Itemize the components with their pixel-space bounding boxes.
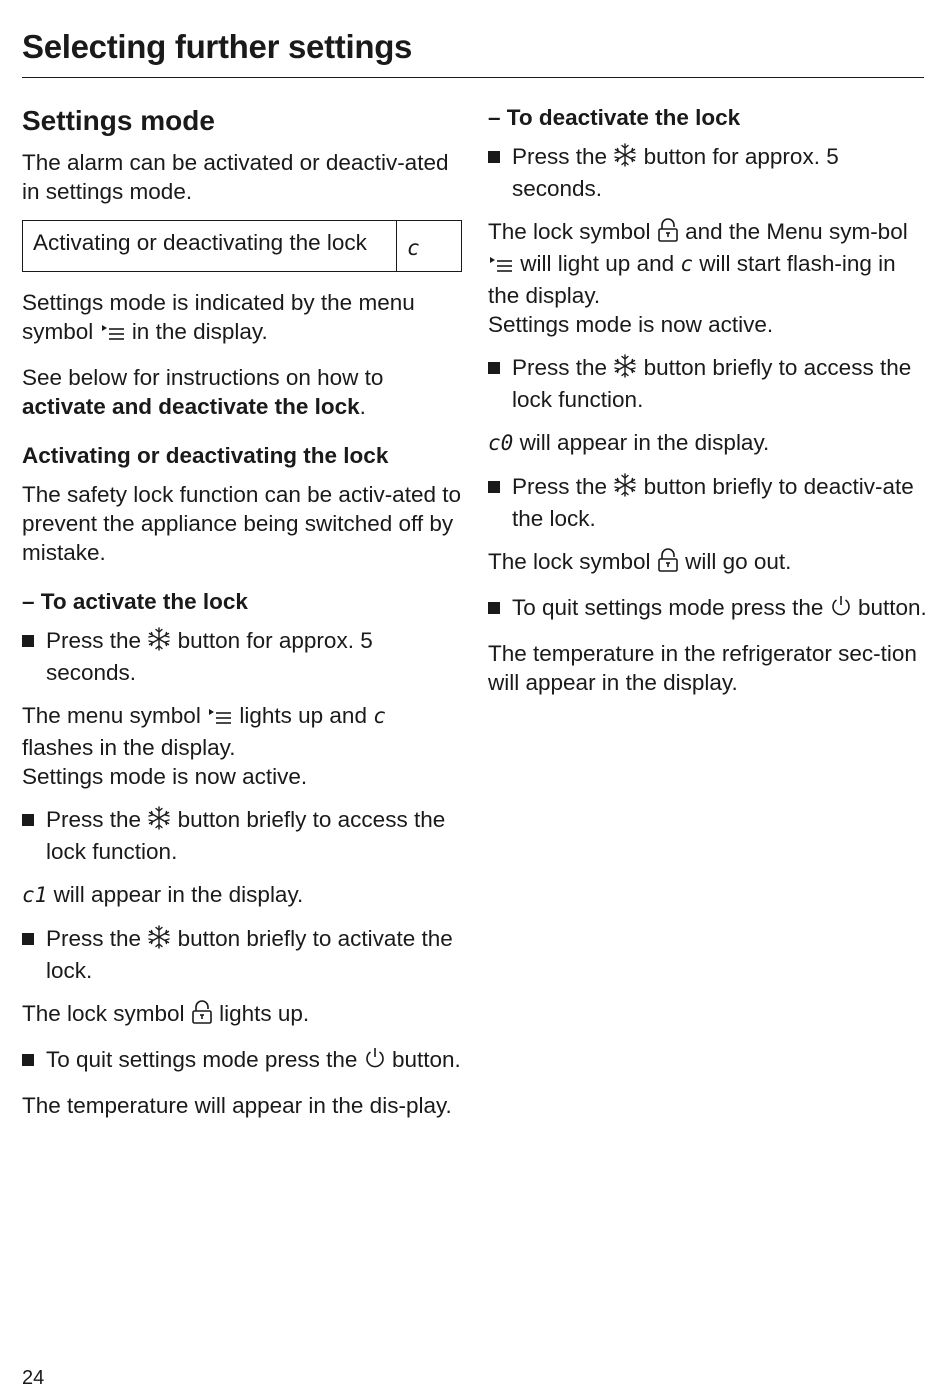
safety-text: The safety lock function can be activ-ated to prevent the appliance being switched off by mistake.	[22, 482, 461, 565]
display-code: c1	[22, 883, 48, 907]
text-span: button briefly to access the lock function.	[512, 355, 912, 412]
deactivate-heading: – To deactivate the lock	[488, 105, 741, 130]
settings-table	[22, 220, 462, 272]
list-item	[488, 472, 928, 533]
power-icon	[830, 594, 852, 625]
activate-heading: – To activate the lock	[22, 589, 248, 614]
text-span: Settings mode is now active.	[22, 764, 308, 789]
lock-lights-text	[22, 999, 462, 1031]
menu-lights-text	[22, 701, 462, 791]
c1-text	[22, 880, 462, 910]
intro-text: The alarm can be activated or deactiv-ated in settings mode.	[22, 150, 449, 204]
right-column	[488, 103, 928, 711]
table-row	[23, 221, 462, 272]
list-item	[22, 1045, 462, 1077]
text-span: Press the	[46, 628, 142, 653]
lock-out-text	[488, 547, 928, 579]
list-item	[488, 593, 928, 625]
page-title: Selecting further settings	[22, 28, 413, 65]
lock-icon	[191, 1000, 213, 1031]
text-span: To quit settings mode press the	[46, 1047, 358, 1072]
menu-icon	[488, 252, 514, 281]
text-span: in the display.	[131, 319, 268, 344]
text-span: The lock symbol	[488, 549, 651, 574]
snowflake-icon	[613, 354, 637, 385]
text-span: button briefly to deactiv-ate the lock.	[512, 474, 914, 531]
text-span: will appear in the display.	[519, 430, 770, 455]
display-code: c	[373, 704, 386, 728]
section-heading: Settings mode	[22, 105, 215, 136]
text-span: will light up and	[520, 251, 675, 276]
text-span: To quit settings mode press the	[512, 595, 824, 620]
power-icon	[364, 1046, 386, 1077]
text-span: Press the	[512, 474, 608, 499]
list-item	[22, 924, 462, 985]
display-code: c	[407, 236, 420, 260]
text-span: Settings mode is now active.	[488, 312, 774, 337]
lock-icon	[657, 218, 679, 249]
temperature-text: The temperature will appear in the dis-play.	[22, 1093, 452, 1118]
list-item	[488, 353, 928, 414]
menu-icon	[207, 704, 233, 733]
bold-text: activate and deactivate the lock	[22, 394, 360, 419]
text-span: The menu symbol	[22, 703, 201, 728]
table-cell-label: Activating or deactivating the lock	[23, 221, 397, 272]
text-span: Press the	[512, 144, 608, 169]
text-span: Settings mode is indicated by the menu symbol	[22, 290, 415, 344]
left-column	[22, 100, 462, 1134]
snowflake-icon	[147, 627, 171, 658]
list-item	[22, 626, 462, 687]
text-span: The lock symbol	[488, 219, 651, 244]
subheading: Activating or deactivating the lock	[22, 443, 389, 468]
text-span: Press the	[512, 355, 608, 380]
text-span: will go out.	[685, 549, 792, 574]
text-span: button briefly to access the lock function.	[46, 807, 446, 864]
text-span: will appear in the display.	[53, 882, 304, 907]
c0-text	[488, 428, 928, 458]
temperature-text: The temperature in the refrigerator sec-tion will appear in the display.	[488, 641, 917, 695]
snowflake-icon	[613, 473, 637, 504]
table-cell-code	[397, 221, 462, 272]
lock-icon	[657, 548, 679, 579]
text-span: lights up and	[239, 703, 367, 728]
snowflake-icon	[147, 925, 171, 956]
lock-menu-text	[488, 217, 928, 339]
text-span: button for approx. 5 seconds.	[46, 628, 373, 685]
menu-icon	[100, 320, 126, 349]
text-span: button briefly to activate the lock.	[46, 926, 453, 983]
text-span: .	[359, 394, 366, 419]
text-span: lights up.	[219, 1001, 310, 1026]
text-span: Press the	[46, 807, 142, 832]
text-span: button.	[857, 595, 927, 620]
snowflake-icon	[147, 806, 171, 837]
text-span: Press the	[46, 926, 142, 951]
text-span: flashes in the display.	[22, 735, 236, 760]
page-number: 24	[22, 1367, 45, 1389]
title-rule	[22, 77, 924, 78]
text-span: button.	[391, 1047, 461, 1072]
list-item	[22, 805, 462, 866]
display-code: c0	[488, 431, 514, 455]
text-span: and the Menu sym-bol	[685, 219, 908, 244]
text-span: See below for instructions on how to	[22, 365, 384, 390]
list-item	[488, 142, 928, 203]
display-code: c	[680, 252, 694, 276]
text-span: will start flash-ing in the display.	[488, 251, 896, 308]
mode-indicator-text	[22, 288, 462, 349]
text-span: The lock symbol	[22, 1001, 185, 1026]
see-below-text	[22, 363, 462, 421]
snowflake-icon	[613, 143, 637, 174]
text-span: button for approx. 5 seconds.	[512, 144, 839, 201]
